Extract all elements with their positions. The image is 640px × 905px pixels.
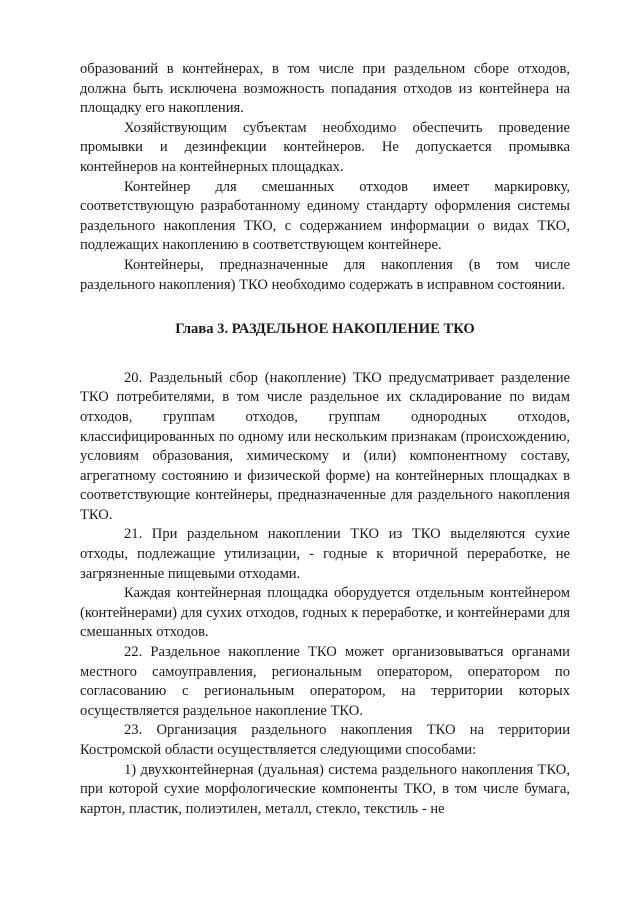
paragraph-21: 21. При раздельном накоплении ТКО из ТКО выделяются сухие отходы, подлежащие утилизации, - годные к вторичной переработке, не загрязненные пищевыми отходами. [80,526,570,582]
paragraph-22: 22. Раздельное накопление ТКО может организовываться органами местного самоуправления, региональным оператором, оператором по согласованию с региональным оператором, на территории которых осуществляется раздельное накопление ТКО. [80,644,570,719]
paragraph-top-1: образований в контейнерах, в том числе при раздельном сборе отходов, должна быть исключена возможность попадания отходов из контейнера на площадку его накопления. [80,61,570,117]
paragraph-top-2: Хозяйствующим субъектам необходимо обеспечить проведение промывки и дезинфекции контейнеров. Не допускается промывка контейнеров на контейнерных площадках. [80,119,570,175]
paragraph-top-4: Контейнеры, предназначенные для накопления (в том числе раздельного накопления) ТКО необходимо содержать в исправном состоянии. [80,256,570,293]
paragraph-23-item-1: 1) двухконтейнерная (дуальная) система раздельного накопления ТКО, при которой сухие морфологические компоненты ТКО, в том числе бумага, картон, пластик, полиэтилен, металл, стекло, текстиль - не [80,761,570,817]
paragraph-23: 23. Организация раздельного накопления ТКО на территории Костромской области осуществляется следующими способами: [80,722,570,758]
paragraph-21-containers: Каждая контейнерная площадка оборудуется отдельным контейнером (контейнерами) для сухих отходов, годных к переработке, и контейнерами для смешанных отходов. [80,585,570,641]
paragraph-top-3: Контейнер для смешанных отходов имеет маркировку, соответствующую разработанному единому стандарту оформления системы раздельного накопления ТКО, с содержанием информации о видах ТКО, подлежащих накоплению в соответствующем контейнере. [80,178,570,254]
chapter-heading: Глава 3. РАЗДЕЛЬНОЕ НАКОПЛЕНИЕ ТКО [175,321,475,338]
paragraph-20: 20. Раздельный сбор (накопление) ТКО предусматривает разделение ТКО потребителями, в том числе раздельное их складирование по видам отходов, группам отходов, группам однородных отходов, классифицированных по одному или нескольким признакам (происхождению, условиям образования, химическому и (или) компонентному составу, агрегатному состоянию и физической форме) на контейнерных площадках в соответствующие контейнеры, предназначенные для раздельного накопления ТКО. [80,369,570,523]
